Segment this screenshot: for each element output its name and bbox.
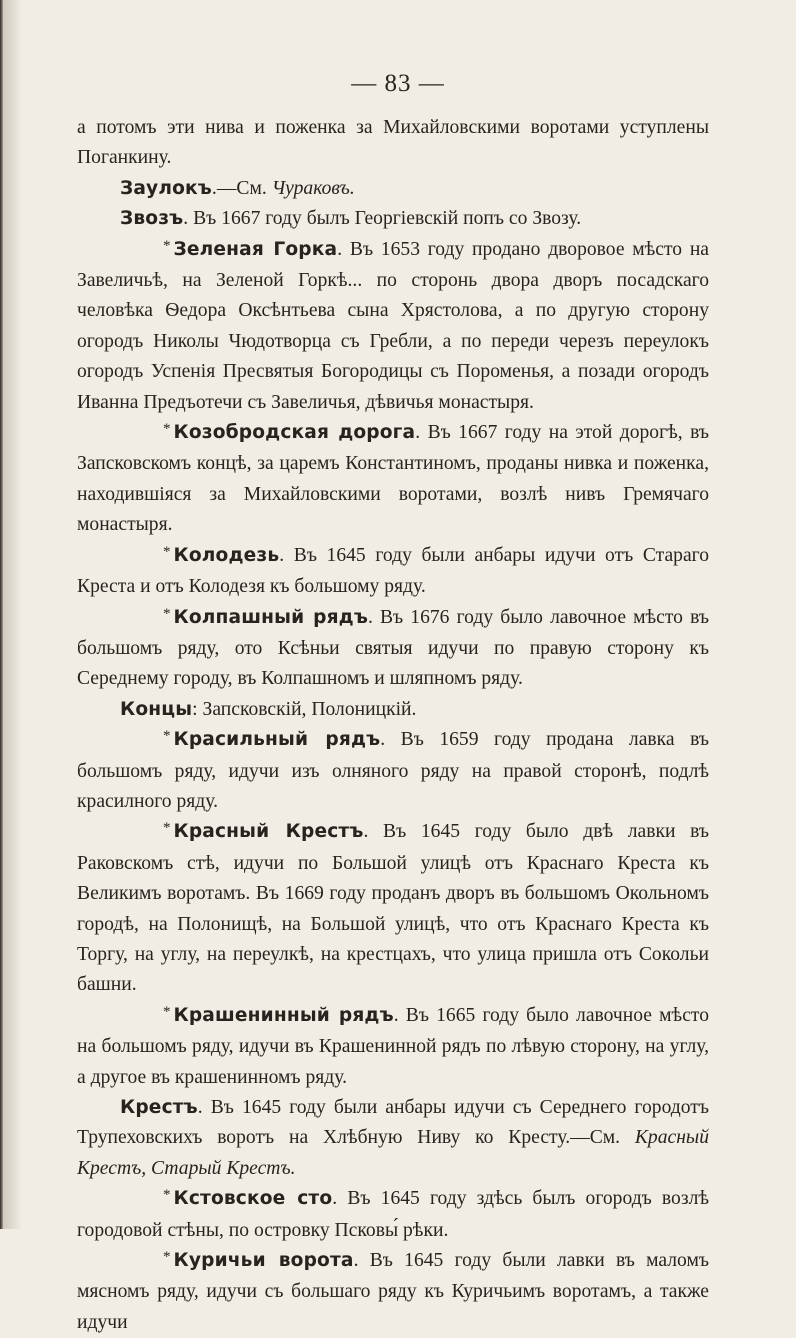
- page-text: [77, 113, 709, 1338]
- asterisk-marker: *: [163, 1187, 171, 1204]
- entry-text: . Въ 1645 году здѣсь былъ огородъ возлѣ городовой стѣны, по островку Псковы́ рѣки.: [77, 1188, 710, 1241]
- entry-kolpashny-ryad: [77, 603, 709, 695]
- entry-text: .—См.: [211, 177, 272, 199]
- entry-kurichyi-vorota: [77, 1246, 709, 1338]
- entry-krasny-krest: [77, 817, 709, 1000]
- asterisk-marker: *: [163, 728, 171, 745]
- entry-kstovskoe-sto: [77, 1184, 709, 1246]
- entry-krasheninny-ryad: [77, 1001, 709, 1093]
- entry-text: . Въ 1645 году было двѣ лавки въ Раковскомъ стѣ, идучи по Большой улицѣ отъ Краснаго Креста къ Великимъ воротамъ. Въ 1669 году проданъ дворъ въ большомъ Окольномъ городѣ, на Полонищѣ, на Большой улицѣ, что отъ Краснаго Креста къ Торгу, на углу, на переулкѣ, на крестцахъ, что улица пришла отъ Сокольи башни.: [77, 821, 709, 996]
- page-binding-shadow: [4, 0, 22, 1229]
- entry-heading: Колодезь: [173, 544, 280, 566]
- entry-text: . Въ 1676 году было лавочное мѣсто въ большомъ ряду, ото Ксѣньи святыя идучи по правую сторону къ Середнему городу, въ Колпашномъ и шляпномъ ряду.: [77, 606, 709, 690]
- entry-zvoz: [77, 204, 709, 234]
- entry-heading: Концы: [120, 698, 193, 720]
- entry-zelenaya-gorka: [77, 235, 709, 418]
- entry-kolodez: [77, 541, 709, 603]
- entry-heading: Кстовское сто: [173, 1188, 333, 1210]
- entry-heading: Куричьи ворота: [173, 1250, 354, 1272]
- entry-text: . Въ 1645 году были анбары идучи отъ Стараго Креста и отъ Колодезя къ большому ряду.: [77, 544, 709, 598]
- asterisk-marker: *: [163, 543, 171, 560]
- entry-heading: Зеленая Горка: [173, 238, 338, 260]
- entry-krest: [77, 1093, 709, 1184]
- entry-text: а потомъ эти нива и поженка за Михайловскими воротами уступлены Поганкину.: [77, 117, 709, 169]
- entry-heading: Крестъ: [120, 1097, 198, 1118]
- entry-heading: Крашенинный рядъ: [173, 1004, 394, 1026]
- asterisk-marker: *: [163, 605, 171, 622]
- entry-text: . Въ 1659 году продана лавка въ большомъ ряду, идучи изъ олняного ряду на правой сторонѣ, подлѣ красилного ряду.: [77, 729, 709, 812]
- entry-heading: Козобродская дорога: [173, 422, 416, 444]
- entry-text: . Въ 1665 году было лавочное мѣсто на большомъ ряду, идучи въ Крашенинной рядъ по лѣвую сторону, на углу, а другое въ крашенинномъ ряду.: [77, 1004, 709, 1088]
- entry-heading: Заулокъ: [120, 177, 212, 199]
- entry-text: : Запсковскій, Полоницкій.: [192, 698, 417, 720]
- entry-heading: Красный Крестъ: [173, 821, 364, 843]
- entry-kozobrodskaya-doroga: [77, 418, 709, 541]
- asterisk-marker: *: [163, 421, 171, 438]
- entry-krasilny-ryad: [77, 725, 709, 817]
- asterisk-marker: *: [163, 237, 171, 254]
- entry-continuation: [77, 113, 709, 174]
- asterisk-marker: *: [163, 1003, 171, 1020]
- entry-text: . Въ 1645 году были анбары идучи съ Середнего городотъ Трупеховскихъ воротъ на Хлѣбную Ниву ко Кресту.—См.: [77, 1097, 709, 1149]
- entry-text: . Въ 1653 году продано дворовое мѣсто на Завеличьѣ, на Зеленой Горкѣ... по сторонь двора дворъ посадскаго человѣка Ѳедора Оксѣнтьева сына Хрястолова, а по другую сторону огородъ Николы Чюдотворца съ Гребли, а по переди черезъ переулокъ огородъ Успенія Пресвятыя Богородицы съ Пороменья, а позади огородъ Иванна Предъотечи съ Завеличья, дѣвичья монастыря.: [77, 238, 710, 413]
- asterisk-marker: *: [163, 820, 171, 837]
- entry-text: . Въ 1645 году были лавки въ маломъ мясномъ ряду, идучи съ большаго ряду къ Куричьимъ воротамъ, а также идучи: [77, 1250, 709, 1333]
- entry-text: . Въ 1667 году на этой дорогѣ, въ Запсковскомъ концѣ, за царемъ Константиномъ, проданы нивка и поженка, находившіяся за Михайловскими воротами, возлѣ нивъ Гремячаго монастыря.: [77, 422, 709, 536]
- asterisk-marker: *: [163, 1249, 171, 1266]
- page-number: — 83 —: [351, 70, 445, 97]
- entry-cross-reference: Чураковъ.: [271, 177, 355, 199]
- entry-cross-reference: Красный Крестъ, Старый Крестъ.: [77, 1127, 709, 1179]
- entry-kontsy: [77, 695, 709, 725]
- entry-heading: Красильный рядъ: [173, 729, 381, 751]
- entry-text: . Въ 1667 году былъ Георгіевскій попъ со Звозу.: [183, 208, 582, 230]
- entry-heading: Колпашный рядъ: [173, 606, 368, 628]
- entry-zaulok: [77, 174, 709, 204]
- entry-heading: Звозъ: [120, 208, 184, 230]
